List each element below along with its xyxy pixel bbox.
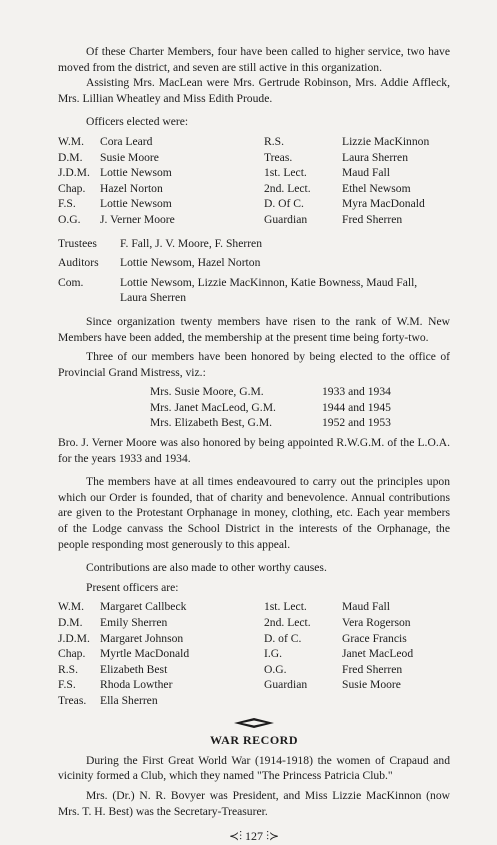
- paragraph-war-officers: Mrs. (Dr.) N. R. Bovyer was President, and Miss Lizzie MacKinnon (now Mrs. T. H. Best) was the Secretary-Treasurer.: [58, 788, 450, 818]
- officer-name: Grace Francis: [342, 631, 407, 645]
- office-title: F.S.: [58, 678, 76, 692]
- office-title: O.G.: [264, 662, 287, 676]
- present-officers-list: [58, 599, 450, 708]
- office-title: Guardian: [264, 212, 308, 226]
- officer-name: Myra MacDonald: [342, 197, 425, 211]
- paragraph-principles: The members have at all times endeavoured to carry out the principles upon which our Order is founded, that of charity and benevolence. Annual contributions are given to the Protestant Orphanage in money, clothing, etc. Each year members of the Lodge canvass the School District in the interests of the Orphanage, the people responding most generously to this appeal.: [58, 475, 450, 551]
- grand-mistress-years: 1933 and 1934: [322, 385, 391, 399]
- officer-name: Laura Sherren: [342, 150, 408, 164]
- flourish-icon: ≺⫶: [228, 829, 242, 844]
- present-officer-row: [58, 646, 450, 662]
- officer-name: Janet MacLeod: [342, 647, 414, 661]
- officer-name: Margaret Callbeck: [100, 600, 187, 614]
- office-title: J.D.M.: [58, 166, 90, 180]
- committee-line-2: Laura Sherren: [120, 291, 186, 305]
- officer-elected-row: [58, 150, 450, 166]
- officers-elected-label: Officers elected were:: [86, 115, 189, 129]
- grand-mistress-years: 1952 and 1953: [322, 416, 391, 430]
- officer-name: Cora Leard: [100, 134, 153, 148]
- grand-mistress-name: Mrs. Janet MacLeod, G.M.: [150, 400, 276, 414]
- war-record-heading: WAR RECORD: [209, 733, 298, 748]
- present-officer-row: [58, 662, 450, 678]
- office-title: 1st. Lect.: [264, 600, 307, 614]
- officer-name: Lizzie MacKinnon: [342, 134, 430, 148]
- officer-name: Fred Sherren: [342, 662, 403, 676]
- officer-name: Maud Fall: [342, 600, 390, 614]
- grand-mistress-row: [150, 384, 450, 400]
- officer-name: Elizabeth Best: [100, 662, 168, 676]
- officer-elected-row: [58, 196, 450, 212]
- office-title: Chap.: [58, 181, 86, 195]
- paragraph-rwgm: Bro. J. Verner Moore was also honored by being appointed R.W.G.M. of the L.O.A. for the years 1933 and 1934.: [58, 436, 450, 465]
- flourish-icon: ⫶≻: [266, 829, 280, 844]
- officer-name: Susie Moore: [342, 678, 401, 692]
- present-officer-row: [58, 631, 450, 647]
- grand-mistress-row: [150, 400, 450, 416]
- paragraph-grand-mistress: Three of our members have been honored by being elected to the office of Provincial Grand Mistress, viz.:: [58, 350, 450, 379]
- office-title: 2nd. Lect.: [264, 616, 311, 629]
- trustees-value: F. Fall, J. V. Moore, F. Sherren: [120, 236, 262, 250]
- grand-mistress-name: Mrs. Susie Moore, G.M.: [150, 385, 264, 399]
- officer-name: Vera Rogerson: [342, 616, 411, 629]
- officer-name: J. Verner Moore: [100, 212, 175, 226]
- office-title: D.M.: [58, 150, 83, 164]
- paragraph-membership: Since organization twenty members have risen to the rank of W.M. New Members have been added, the membership at the present time being forty-two.: [58, 314, 450, 344]
- grand-mistress-name: Mrs. Elizabeth Best, G.M.: [150, 416, 273, 430]
- office-title: 1st. Lect.: [264, 166, 307, 180]
- office-title: F.S.: [58, 197, 76, 211]
- office-title: O.G.: [58, 212, 81, 226]
- officer-name: Rhoda Lowther: [100, 678, 173, 692]
- grand-mistress-years: 1944 and 1945: [322, 400, 391, 414]
- committee-label: Com.: [58, 275, 84, 289]
- diamond-ornament-icon: [58, 717, 450, 734]
- paragraph-war-club: During the First Great World War (1914-1918) the women of Crapaud and vicinity formed a Club, which they named "The Princess Patricia Club.": [58, 753, 450, 783]
- office-title: Guardian: [264, 678, 308, 692]
- office-title: 2nd. Lect.: [264, 181, 311, 195]
- officer-name: Emily Sherren: [100, 616, 168, 629]
- page-number: [58, 829, 450, 845]
- auditors-label: Auditors: [58, 256, 99, 270]
- present-officer-row: [58, 693, 450, 709]
- trustees-label: Trustees: [58, 236, 97, 250]
- office-title: W.M.: [58, 600, 84, 614]
- office-title: J.D.M.: [58, 631, 90, 645]
- paragraph-contributions: Contributions are also made to other worthy causes.: [86, 561, 327, 575]
- office-title: R.S.: [264, 134, 284, 148]
- paragraph-assisting: Assisting Mrs. MacLean were Mrs. Gertrude Robinson, Mrs. Addie Affleck, Mrs. Lillian Wheatley and Miss Edith Proude.: [58, 76, 450, 105]
- officer-name: Maud Fall: [342, 166, 390, 180]
- office-title: I.G.: [264, 647, 283, 661]
- present-officer-row: [58, 599, 450, 615]
- auditors-value: Lottie Newsom, Hazel Norton: [120, 256, 261, 270]
- officer-name: Ethel Newsom: [342, 181, 411, 195]
- officer-name: Lottie Newsom: [100, 166, 172, 180]
- paragraph-charter-members: Of these Charter Members, four have been called to higher service, two have moved from the district, and seven are still active in this organization.: [58, 45, 450, 74]
- officer-name: Myrtle MacDonald: [100, 647, 190, 661]
- office-title: D. Of C.: [264, 197, 304, 211]
- present-officer-row: [58, 677, 450, 693]
- office-title: Chap.: [58, 647, 86, 661]
- committee-block: [58, 236, 450, 306]
- officer-name: Margaret Johnson: [100, 631, 184, 645]
- officer-name: Susie Moore: [100, 150, 159, 164]
- office-title: W.M.: [58, 134, 84, 148]
- office-title: Treas.: [58, 693, 87, 707]
- officers-elected-list: [58, 134, 450, 228]
- document-page: [58, 44, 450, 845]
- committee-line-1: Lottie Newsom, Lizzie MacKinnon, Katie Bowness, Maud Fall,: [120, 275, 418, 289]
- present-officers-label: Present officers are:: [86, 580, 179, 594]
- page-number-value: 127: [245, 829, 263, 844]
- officer-elected-row: [58, 181, 450, 197]
- office-title: Treas.: [264, 150, 293, 164]
- officer-name: Lottie Newsom: [100, 197, 172, 211]
- office-title: D.M.: [58, 616, 83, 629]
- grand-mistress-row: [150, 415, 450, 431]
- officer-name: Ella Sherren: [100, 693, 158, 707]
- office-title: D. of C.: [264, 631, 302, 645]
- grand-mistress-list: [150, 384, 450, 431]
- officer-elected-row: [58, 212, 450, 228]
- present-officer-row: [58, 615, 450, 631]
- officer-elected-row: [58, 134, 450, 150]
- officer-elected-row: [58, 165, 450, 181]
- officer-name: Fred Sherren: [342, 212, 403, 226]
- office-title: R.S.: [58, 662, 78, 676]
- officer-name: Hazel Norton: [100, 181, 163, 195]
